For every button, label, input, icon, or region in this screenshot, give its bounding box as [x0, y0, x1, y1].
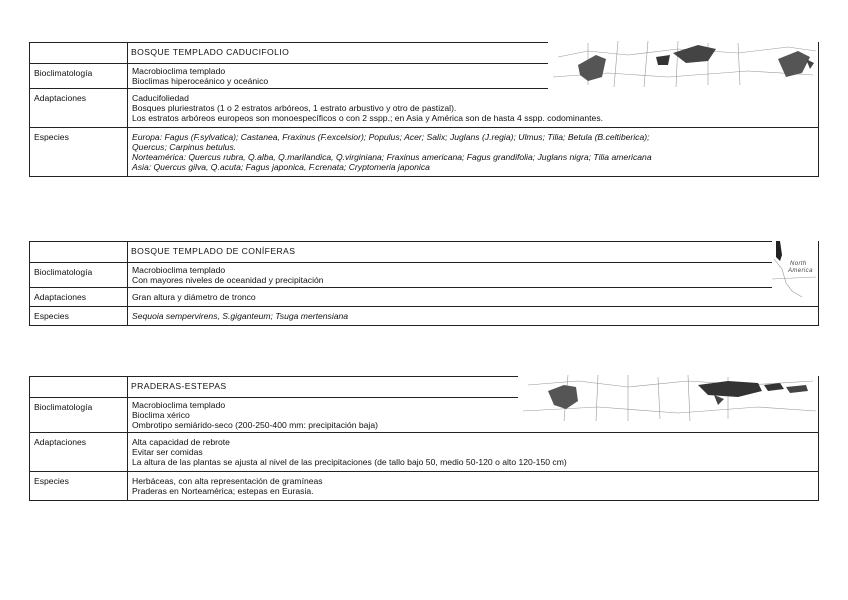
svg-text:North: North — [790, 261, 807, 267]
distribution-map-image — [518, 371, 818, 423]
row-label: Bioclimatología — [30, 64, 128, 89]
table-row — [30, 307, 819, 326]
content-line: Con mayores niveles de oceanidad y precipitación — [132, 275, 324, 285]
table-title-cell — [128, 43, 819, 64]
content-line: Bioclima xérico — [132, 410, 190, 420]
row-content — [128, 288, 819, 307]
content-line: Norteamérica: Quercus rubra, Q.alba, Q.marilandica, Q.virginiana; Fraxinus americana; Fagus grandifolia; Juglans nigra; Tilia americana — [132, 152, 652, 162]
content-line: Asia: Quercus gilva, Q.acuta; Fagus japonica, F.crenata; Cryptomeria japonica — [132, 162, 430, 172]
table-bosque-caducifolio — [29, 42, 819, 177]
content-line: Bosques pluriestratos (1 o 2 estratos arbóreos, 1 estrato arbustivo y otro de pastizal). — [132, 103, 457, 113]
table-row — [30, 288, 819, 307]
content-line: Herbáceas, con alta representación de gramíneas — [132, 476, 323, 486]
content-line: Sequoia sempervirens, S.giganteum; Tsuga mertensiana — [132, 311, 349, 321]
header-empty-cell — [30, 377, 128, 398]
row-label: Especies — [30, 472, 128, 501]
row-content — [128, 128, 819, 177]
content-line: Ombrotipo semiárido-seco (200-250-400 mm: precipitación baja) — [132, 420, 378, 430]
table-title: BOSQUE TEMPLADO DE CONÍFERAS — [131, 246, 296, 256]
table-header-row — [30, 242, 819, 263]
row-label: Adaptaciones — [30, 433, 128, 472]
row-content — [128, 263, 819, 288]
table-praderas-estepas — [29, 376, 819, 501]
table-row — [30, 433, 819, 472]
content-line: Caducifoliedad — [132, 93, 189, 103]
row-content — [128, 89, 819, 128]
content-line: Europa: Fagus (F.sylvatica); Castanea, Fraxinus (F.excelsior); Populus; Acer; Salix; Juglans (J.regia); Ulmus; Tilia; Betula (B.celtiberica); — [132, 132, 650, 142]
header-empty-cell — [30, 43, 128, 64]
table-row — [30, 128, 819, 177]
row-label: Especies — [30, 128, 128, 177]
table-title: BOSQUE TEMPLADO CADUCIFOLIO — [131, 47, 290, 57]
table-title-cell — [128, 377, 819, 398]
table-title: PRADERAS-ESTEPAS — [131, 381, 227, 391]
content-line: Gran altura y diámetro de tronco — [132, 292, 256, 302]
row-label: Especies — [30, 307, 128, 326]
content-line: Quercus; Carpinus betulus. — [132, 142, 237, 152]
table-header-row — [30, 43, 819, 64]
table-row — [30, 89, 819, 128]
table-row — [30, 472, 819, 501]
content-line: Los estratos arbóreos europeos son monoespecíficos o con 2 sspp.; en Asia y América son de hasta 4 sspp. codominantes. — [132, 113, 604, 123]
table-bosque-coniferas — [29, 241, 819, 326]
row-content — [128, 472, 819, 501]
row-label: Adaptaciones — [30, 288, 128, 307]
content-line: Macrobioclima templado — [132, 66, 226, 76]
row-label: Bioclimatología — [30, 263, 128, 288]
distribution-map-image — [772, 239, 818, 299]
content-line: La altura de las plantas se ajusta al nivel de las precipitaciones (de tallo bajo 50, medio 50-120 o alto 120-150 cm) — [132, 457, 567, 467]
content-line: Evitar ser comidas — [132, 447, 203, 457]
row-label: Adaptaciones — [30, 89, 128, 128]
distribution-map-image — [548, 37, 818, 89]
svg-text:America: America — [788, 268, 813, 274]
row-label: Bioclimatología — [30, 398, 128, 433]
row-content — [128, 433, 819, 472]
content-line: Bioclimas hiperoceánico y oceánico — [132, 76, 269, 86]
header-empty-cell — [30, 242, 128, 263]
content-line: Alta capacidad de rebrote — [132, 437, 230, 447]
content-line: Macrobioclima templado — [132, 400, 226, 410]
content-line: Praderas en Norteamérica; estepas en Eurasia. — [132, 486, 314, 496]
table-header-row — [30, 377, 819, 398]
content-line: Macrobioclima templado — [132, 265, 226, 275]
table-row — [30, 263, 819, 288]
row-content — [128, 307, 819, 326]
